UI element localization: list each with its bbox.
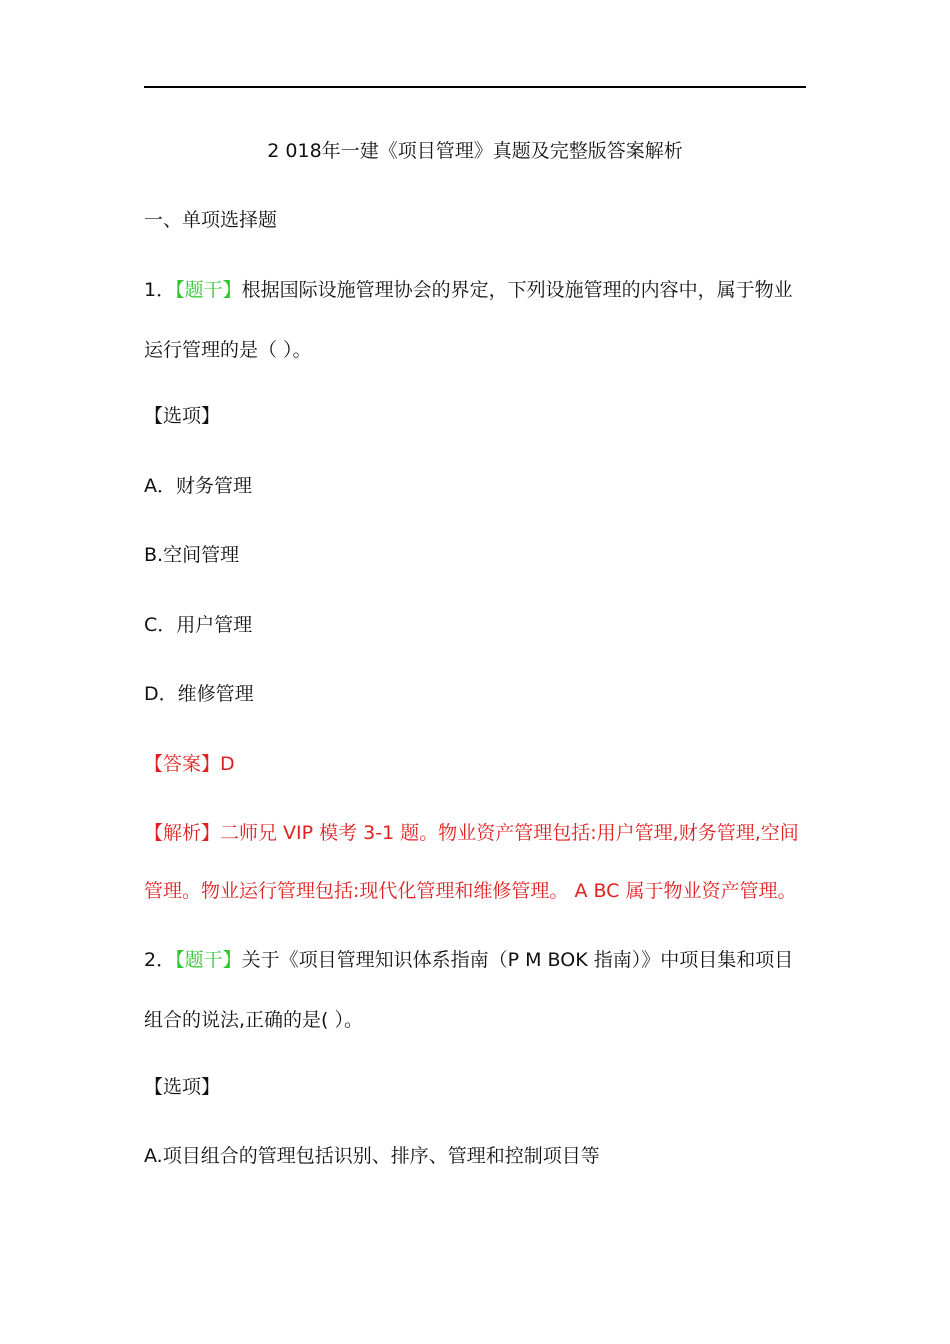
q2-option-a: A.项目组合的管理包括识别、排序、管理和控制项目等 bbox=[144, 1145, 600, 1167]
q1-stem-line1 bbox=[144, 277, 814, 303]
q2-stem-line1 bbox=[144, 947, 814, 973]
q1-option-b: B.空间管理 bbox=[144, 544, 240, 566]
q1-analysis-line1: 【解析】二师兄 VIP 模考 3-1 题。物业资产管理包括:用户管理,财务管理,空间 bbox=[144, 822, 799, 844]
q1-analysis-line2: 管理。物业运行管理包括:现代化管理和维修管理。 A BC 属于物业资产管理。 bbox=[144, 880, 797, 902]
q1-stem-line2: 运行管理的是（ ）。 bbox=[144, 339, 312, 361]
q1-stem-text: 根据国际设施管理协会的界定，下列设施管理的内容中，属于物业 bbox=[241, 279, 793, 301]
top-rule bbox=[144, 86, 806, 88]
q2-stem-line2: 组合的说法,正确的是( ）。 bbox=[144, 1009, 363, 1031]
q2-number: 2． bbox=[144, 949, 176, 971]
q1-option-c: C．用户管理 bbox=[144, 614, 253, 636]
q1-answer: 【答案】D bbox=[144, 753, 235, 775]
q2-options-label: 【选项】 bbox=[144, 1076, 221, 1098]
q2-stem-tag: 【题干】 bbox=[175, 949, 242, 971]
q1-option-d: D．维修管理 bbox=[144, 683, 254, 705]
document-title: 2 018年一建《项目管理》真题及完整版答案解析 bbox=[267, 140, 683, 162]
section-heading: 一、单项选择题 bbox=[144, 209, 278, 231]
q1-option-a: A．财务管理 bbox=[144, 475, 252, 497]
q1-number: 1． bbox=[144, 279, 176, 301]
q1-options-label: 【选项】 bbox=[144, 405, 221, 427]
q2-stem-text: 关于《项目管理知识体系指南（P M BOK 指南）》中项目集和项目 bbox=[241, 949, 794, 971]
q1-stem-tag: 【题干】 bbox=[175, 279, 242, 301]
